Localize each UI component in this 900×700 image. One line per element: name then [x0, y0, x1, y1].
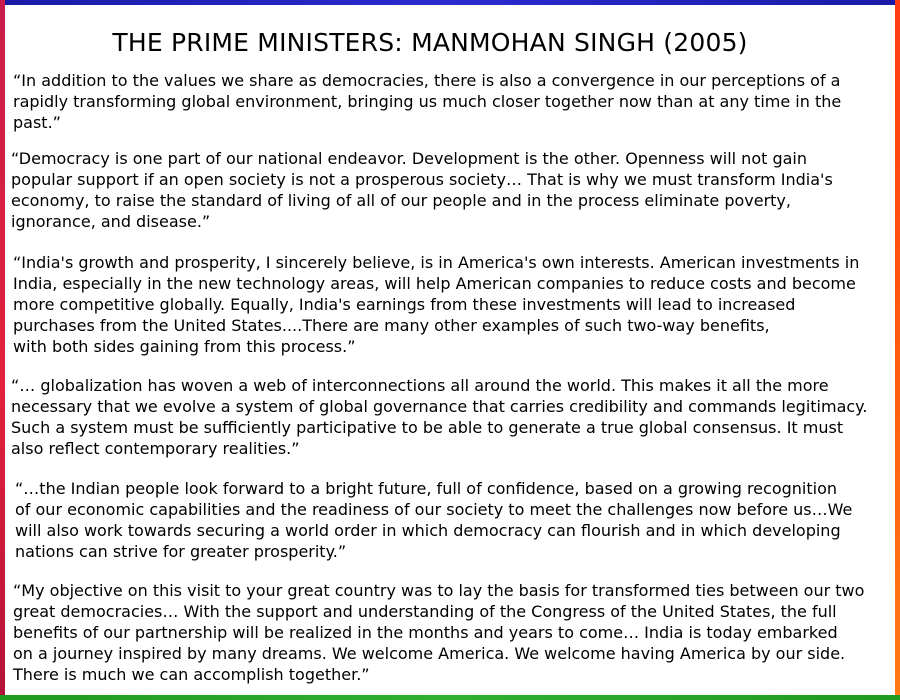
frame-bottom-border: [0, 695, 900, 700]
quote-line: also reflect contemporary realities.”: [11, 439, 300, 458]
quote-4: [11, 375, 867, 459]
quote-2: [11, 148, 833, 232]
quote-line: of our economic capabilities and the readiness of our society to meet the challenges now before us…We: [15, 500, 853, 519]
page-title: THE PRIME MINISTERS: MANMOHAN SINGH (2005): [112, 28, 748, 57]
quote-line: great democracies… With the support and understanding of the Congress of the United States, the full: [13, 602, 837, 621]
quote-line: ignorance, and disease.”: [11, 212, 211, 231]
quote-line: necessary that we evolve a system of global governance that carries credibility and commands legitimacy.: [11, 397, 868, 416]
quote-line: popular support if an open society is not a prosperous society… That is why we must transform India's: [11, 170, 833, 189]
quote-line: purchases from the United States....There are many other examples of such two-way benefits,: [13, 316, 770, 335]
quote-line: “… globalization has woven a web of interconnections all around the world. This makes it all the more: [11, 376, 829, 395]
quote-line: rapidly transforming global environment, bringing us much closer together now than at any time in the: [13, 92, 842, 111]
quote-6: [13, 580, 864, 685]
quote-line: “Democracy is one part of our national endeavor. Development is the other. Openness will not gain: [11, 149, 808, 168]
quote-line: Such a system must be sufficiently participative to be able to generate a true global consensus. It must: [11, 418, 844, 437]
quote-line: “…the Indian people look forward to a bright future, full of confidence, based on a growing recognition: [15, 479, 837, 498]
quote-line: will also work towards securing a world order in which democracy can flourish and in which developing: [15, 521, 841, 540]
quote-line: economy, to raise the standard of living of all of our people and in the process eliminate poverty,: [11, 191, 791, 210]
quote-5: [15, 478, 852, 562]
quote-line: more competitive globally. Equally, India's earnings from these investments will lead to increased: [13, 295, 796, 314]
quote-line: “India's growth and prosperity, I sincerely believe, is in America's own interests. American investments in: [13, 253, 860, 272]
quote-line: India, especially in the new technology areas, will help American companies to reduce costs and become: [13, 274, 856, 293]
quote-line: There is much we can accomplish together.”: [13, 665, 370, 684]
quote-line: benefits of our partnership will be realized in the months and years to come… India is today embarked: [13, 623, 838, 642]
quote-1: [13, 70, 841, 133]
quote-line: past.”: [13, 113, 61, 132]
frame-right-border: [895, 0, 900, 700]
quote-3: [13, 252, 859, 357]
quote-line: on a journey inspired by many dreams. We welcome America. We welcome having America by our side.: [13, 644, 846, 663]
quote-line: “In addition to the values we share as democracies, there is also a convergence in our perceptions of a: [13, 71, 841, 90]
quote-line: “My objective on this visit to your great country was to lay the basis for transformed ties between our two: [13, 581, 865, 600]
quote-line: nations can strive for greater prosperity.”: [15, 542, 347, 561]
quote-line: with both sides gaining from this process.”: [13, 337, 356, 356]
frame-top-border: [0, 0, 900, 5]
frame-left-border: [0, 0, 5, 700]
